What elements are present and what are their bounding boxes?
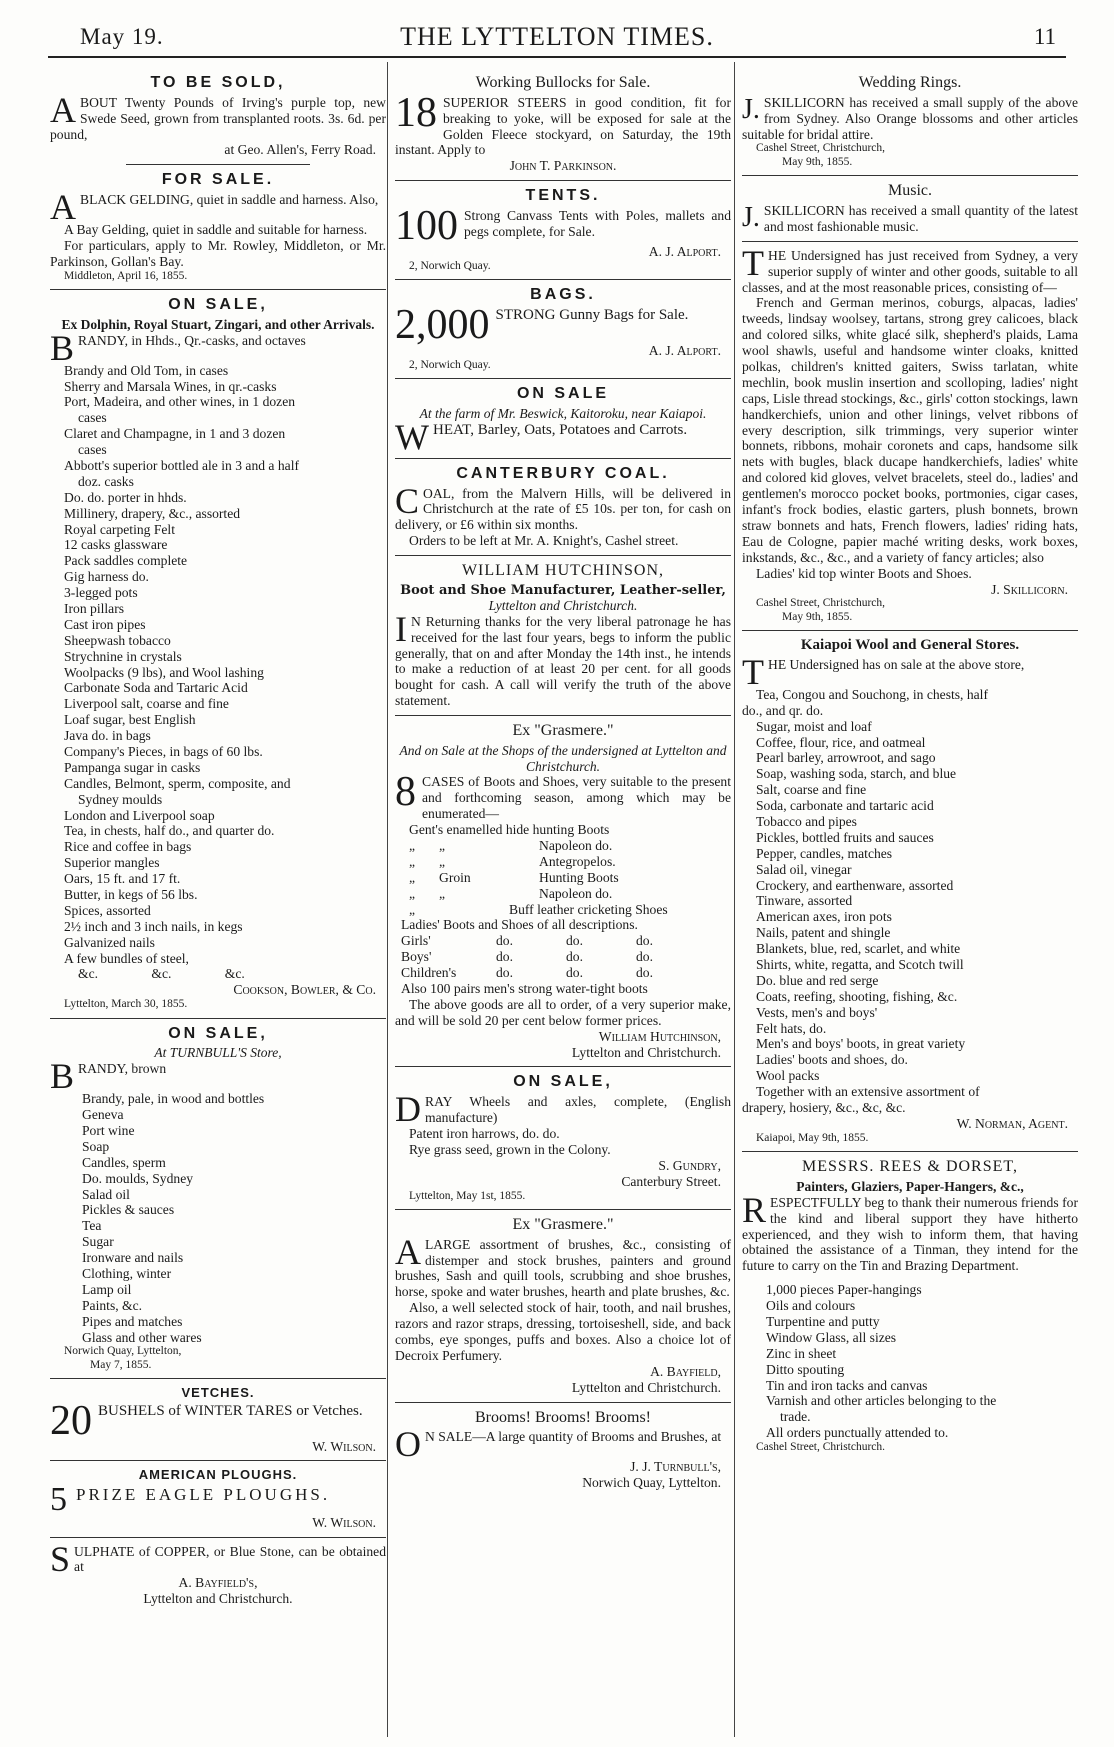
list-item: Salad oil, vinegar [756,861,852,877]
ad-body: RANDY, brown [78,1061,167,1077]
list-item: Sydney moulds [78,791,163,807]
ad-on-sale-cookson [50,296,386,1012]
divider [395,1066,731,1067]
list-item: Carbonate Soda and Tartaric Acid [64,680,248,696]
divider [395,378,731,379]
ad-address: 2, Norwich Quay. [409,358,491,371]
big-number: 20 [50,1397,92,1444]
divider [50,1378,386,1379]
list-item: Ladies' Boots and Shoes of all descriptions. [401,917,638,933]
ad-signature: S. Gundry, [658,1157,721,1173]
list-item: Pack saddles complete [64,553,188,569]
ad-heading: Music. [888,182,932,200]
list-item: Ditto spouting [766,1361,845,1377]
page-number: 11 [1033,24,1056,49]
list-item: Salt, coarse and fine [756,782,867,798]
drop-cap: T [742,242,764,283]
list-item: Window Glass, all sizes [766,1329,897,1345]
ad-body: The above goods are all to order, of a very superior make, and will be sold 20 per cent below former prices. [395,996,731,1028]
ad-signature: William Hutchinson, [598,1028,721,1044]
ad-wedding-rings [742,74,1078,169]
list-item: Soap [82,1138,110,1154]
list-item: Royal carpeting Felt [64,521,175,537]
list-item: 3-legged pots [64,585,138,601]
list-item: Brandy, pale, in wood and bottles [82,1091,265,1107]
drop-cap: A [50,89,76,130]
list-item: „ „ Antegropelos. [409,853,616,869]
ad-brooms [395,1409,731,1492]
list-item: Ladies' boots and shoes, do. [756,1052,908,1068]
column-3 [742,70,1078,1459]
ad-date: Norwich Quay, Lyttelton, [64,1345,182,1358]
ad-signature: J. Skillicorn. [991,581,1068,597]
ad-heading: CANTERBURY COAL. [456,464,670,482]
list-item: Zinc in sheet [766,1345,837,1361]
ad-heading: BAGS. [530,286,596,304]
divider [395,458,731,459]
masthead [48,20,1066,58]
list-item: Tea, in chests, half do., and quarter do. [64,823,275,839]
ad-body: Orders to be left at Mr. A. Knight's, Cashel street. [409,533,679,549]
list-item: &c. &c. &c. [78,966,245,982]
ad-heading: Brooms! Brooms! Brooms! [475,1408,651,1426]
list-item: Vests, men's and boys' [756,1004,878,1020]
ad-body: STRONG Gunny Bags for Sale. [495,306,689,323]
list-item: Glass and other wares [82,1329,202,1345]
ad-body: HE Undersigned has on sale at the above store, [768,656,1025,672]
list-item: Rice and coffee in bags [64,839,192,855]
list-item: „ Buff leather cricketing Shoes [409,901,668,917]
drop-cap: I [395,608,407,649]
drop-cap: A [50,187,76,227]
list-item: Sugar, moist and loaf [756,718,872,734]
ad-signature: A. Bayfield's, [178,1575,258,1591]
divider [50,1460,386,1461]
list-item: Do. do. porter in hhds. [64,489,187,505]
list-item: Pepper, candles, matches [756,845,893,861]
list-item: Spices, assorted [64,902,151,918]
ad-date: Cashel Street, Christchurch. [756,1441,886,1454]
list-item: Tea, Congou and Souchong, in chests, half [756,686,988,702]
divider [395,1402,731,1403]
ad-for-sale [50,171,386,283]
big-number: 100 [395,202,458,249]
drop-cap: B [50,1056,75,1097]
ad-heading: ON SALE, [168,296,268,314]
list-item: Port, Madeira, and other wines, in 1 dozen [64,394,296,410]
column-1 [50,70,386,1611]
divider [742,175,1078,176]
ad-body: SKILLICORN has received a small supply of the above from Sydney. Also Orange blossoms and other articles suitable for bridal attire. [742,94,1078,142]
list-item: Clothing, winter [82,1266,172,1281]
list-item: London and Liverpool soap [64,807,215,823]
list-item: Strychnine in crystals [64,648,182,664]
ad-body: CASES of Boots and Shoes, very suitable to the present and forthcoming season, among which may be enumerated— [422,774,731,822]
drop-cap: D [395,1089,421,1130]
ad-body: N Returning thanks for the very liberal patronage he has received for the last four years, begs to inform the public generally, that on and after Monday the 14th inst., he intends to make a reduction of at least 20 per cent. for all goods bought for cash. A call will verify the truth of the above statement. [395,613,731,709]
ad-subheading: At the farm of Mr. Beswick, Kaitoroku, near Kaiapoi. [419,406,707,422]
list-item: Do. blue and red serge [756,972,879,988]
ad-heading: ON SALE, [513,1073,613,1091]
divider [126,164,311,165]
ad-body: BLACK GELDING, quiet in saddle and harness. Also, [80,192,379,207]
list-item: Liverpool salt, coarse and fine [64,696,229,712]
ad-vetches [50,1385,386,1454]
ad-subheading: Boot and Shoe Manufacturer, Leather-seller, [400,582,726,598]
ad-bags [395,286,731,372]
ad-signature: J. J. Turnbull's, [630,1459,721,1475]
ad-subheading: And on Sale at the Shops of the undersigned at Lyttelton and Christchurch. [399,742,727,774]
divider [50,1018,386,1019]
drop-cap: T [742,651,764,692]
list-item: Cast iron pipes [64,616,146,632]
big-number: 2,000 [395,301,490,348]
ad-heading: WILLIAM HUTCHINSON, [461,562,665,580]
ad-body: Strong Canvass Tents with Poles, mallets and pegs complete, for Sale. [464,207,731,239]
list-item: Abbott's superior bottled ale in 3 and a half [64,457,299,473]
list-item: Do. moulds, Sydney [82,1170,194,1186]
list-item: „ „ Napoleon do. [409,885,613,901]
ad-date: May 7, 1855. [90,1358,152,1371]
ad-signature: A. J. Alport. [648,342,721,358]
item-list [742,687,1078,1116]
list-item: 1,000 pieces Paper-hangings [766,1282,922,1298]
ad-signature: at Geo. Allen's, Ferry Road. [224,142,376,158]
list-item: Tin and iron tacks and canvas [766,1377,928,1393]
ad-subheading: At TURNBULL'S Store, [154,1045,282,1061]
list-item: A few bundles of steel, [64,950,189,966]
drop-cap: J. [742,202,760,234]
ad-signature: A. J. Alport. [648,243,721,259]
list-item: Wool packs [756,1068,820,1084]
list-item: Java do. in bags [64,728,151,744]
divider [395,279,731,280]
list-item: Ironware and nails [82,1250,184,1266]
ad-body: SKILLICORN has received a small quantity of the latest and most fashionable music. [763,203,1078,234]
list-item: Shirts, white, regatta, and Scotch twill [756,956,964,972]
drop-cap: S [50,1538,71,1579]
ad-hutchinson [395,562,731,709]
drop-cap: O [395,1424,421,1465]
ad-subheading: Painters, Glaziers, Paper-Hangers, &c., [796,1178,1024,1194]
list-item: Port wine [82,1122,135,1138]
ad-heading: TO BE SOLD, [150,74,286,91]
list-item: Gent's enamelled hide hunting Boots [409,822,610,838]
drop-cap: R [742,1189,767,1230]
list-item: Patent iron harrows, do. do. [409,1125,560,1141]
ad-heading: ON SALE [516,385,610,403]
ad-coal [395,465,731,549]
column-2 [395,70,731,1495]
list-item: Blankets, blue, red, scarlet, and white [756,941,961,957]
ad-body: LARGE assortment of brushes, &c., consisting of distemper and stock brushes, painters and ground brushes, Sash and quill tools, scrubbing and shoe brushes, horse, spoke and water brushes, hearth and plate brushes, &c. [395,1236,731,1300]
list-item: Pampanga sugar in casks [64,759,201,775]
ad-tents [395,187,731,273]
list-item: Tobacco and pipes [756,813,857,829]
ad-heading: TENTS. [525,187,601,205]
list-item: Nails, patent and shingle [756,925,891,941]
ad-date: Kaiapoi, May 9th, 1855. [756,1131,869,1144]
list-item: Salad oil [82,1186,130,1202]
divider [742,1151,1078,1152]
boots-list [395,838,731,917]
ad-ploughs [50,1467,386,1530]
divider [395,1209,731,1210]
list-item: American axes, iron pots [756,909,892,925]
ad-address: 2, Norwich Quay. [409,259,491,272]
list-item: Coffee, flour, rice, and oatmeal [756,734,926,750]
divider [742,241,1078,242]
list-item: cases [78,442,107,458]
list-item: Tinware, assorted [756,893,853,909]
ad-heading: Ex "Grasmere." [512,722,614,740]
ad-body: OAL, from the Malvern Hills, will be delivered in Christchurch at the rate of £5 10s. per ton, for cash on delivery, or £6 within six months. [395,485,731,533]
ad-signature: John T. Parkinson. [509,158,617,174]
list-item: Candles, sperm [82,1154,166,1170]
list-item: Gig harness do. [64,569,149,585]
list-item: Oils and colours [766,1298,856,1314]
list-item: All orders punctually attended to. [766,1425,949,1441]
ad-skillicorn-goods [742,242,1078,625]
list-item: Tea [82,1218,102,1234]
list-item: Turpentine and putty [766,1313,880,1329]
list-item: Woolpacks (9 lbs), and Wool lashing [64,664,264,680]
list-item: drapery, hosiery, &c., &c, &c. [742,1100,906,1115]
list-item: Coats, reefing, shooting, fishing, &c. [756,988,958,1004]
ad-heading: Wedding Rings. [858,74,962,91]
ad-place: Lyttelton and Christchurch. [488,598,638,613]
ad-body: ESPECTFULLY beg to thank their numerous friends for the kind and liberal support they have hitherto experienced, and they wish to inform them, that having obtained the assistance of a Tinman, they intend for the future to carry on the Tin and Brazing Department. [742,1194,1078,1274]
ad-body: Ladies' kid top winter Boots and Shoes. [756,565,972,581]
ad-body: HE Undersigned has just received from Sydney, a very superior supply of winter and other goods, suitable to all classes, and at the most reasonable prices, consisting of— [742,247,1078,295]
list-item: Pickles & sauces [82,1202,175,1218]
ad-to-be-sold [50,74,386,158]
list-item: Pickles, bottled fruits and sauces [756,829,934,845]
divider [395,180,731,181]
ad-body: Also, a well selected stock of hair, tooth, and nail brushes, razors and razor straps, dressing, tortoiseshell, side, and back combs, eye sponges, puffs and boxes. Also a choice lot of Decroix Perfumery. [395,1300,731,1363]
list-item: Pipes and matches [82,1313,183,1329]
item-list [742,1282,1078,1441]
list-item: Millinery, drapery, &c., assorted [64,505,241,521]
ad-signature: Lyttelton and Christchurch. [571,1044,721,1060]
list-item: Oars, 15 ft. and 17 ft. [64,871,181,887]
item-list [50,363,386,983]
divider [50,289,386,290]
ad-body: RAY Wheels and axles, complete, (English manufacture) [425,1094,731,1126]
ad-bullocks [395,74,731,174]
list-item: Soap, washing soda, starch, and blue [756,766,957,782]
ad-date: Cashel Street, Christchurch, [756,142,886,155]
ad-body: BUSHELS of WINTER TARES or Vetches. [98,1402,363,1419]
list-item: do., and qr. do. [742,702,824,718]
list-item: Claret and Champagne, in 1 and 3 dozen [64,426,286,442]
ad-date: May 9th, 1855. [782,155,853,168]
ad-date: May 9th, 1855. [782,610,853,623]
list-item: Candles, Belmont, sperm, composite, and [64,775,291,791]
list-item: doz. casks [78,473,134,489]
list-item: Superior mangles [64,855,160,871]
ad-body: N SALE—A large quantity of Brooms and Brushes, at [425,1429,722,1445]
ad-heading: Kaiapoi Wool and General Stores. [800,637,1020,654]
size-table: Girls' do. do. do. Boys' do. do. do. Children's do. do. do. [401,933,653,981]
ad-rees-dorset [742,1158,1078,1454]
list-item: Also 100 pairs men's strong water-tight boots [401,980,648,996]
drop-cap: C [395,480,420,521]
list-item: Sugar [82,1234,114,1250]
list-item: „ „ Napoleon do. [409,837,613,853]
ad-signature: Lyttelton and Christchurch. [571,1379,721,1395]
divider [50,1537,386,1538]
big-number: 5 [50,1480,70,1518]
drop-cap: A [395,1231,421,1272]
ad-dray [395,1073,731,1203]
ad-heading: ON SALE, [168,1024,268,1042]
ad-body: BOUT Twenty Pounds of Irving's purple top, new Swede Seed, grown from transplanted roots. 3s. 6d. per pound, [50,94,386,142]
ad-heading: MESSRS. REES & DORSET, [802,1158,1018,1176]
ad-signature: W. Wilson. [312,1438,376,1454]
ad-grasmere-boots [395,722,731,1060]
ad-signature: Norwich Quay, Lyttelton. [582,1475,721,1491]
list-item: „ Groin Hunting Boots [409,869,619,885]
ad-heading: AMERICAN PLOUGHS. [138,1467,298,1483]
ad-date: Cashel Street, Christchurch, [756,597,886,610]
list-item: Brandy and Old Tom, in cases [64,362,229,378]
ad-date: Lyttelton, March 30, 1855. [64,998,188,1011]
item-list [50,1091,386,1345]
list-item: Rye grass seed, grown in the Colony. [409,1141,611,1157]
drop-cap: J. [742,93,760,125]
masthead-date: May 19. [80,24,164,49]
list-item: Iron pillars [64,600,125,616]
masthead-title: THE LYTTELTON TIMES. [400,22,714,51]
list-item: Sherry and Marsala Wines, in qr.-casks [64,378,277,394]
ad-wheat [395,385,731,457]
ad-body: SUPERIOR STEERS in good condition, fit for breaking to yoke, will be exposed for sale at the Golden Fleece stockyard, on Saturday, the 19th instant. Apply to [395,94,731,158]
drop-cap: W [395,416,429,457]
list-item: Butter, in kegs of 56 lbs. [64,887,198,903]
list-item: Galvanized nails [64,934,155,950]
ad-heading: Working Bullocks for Sale. [475,74,651,91]
ad-heading: VETCHES. [181,1385,255,1401]
list-item: Lamp oil [82,1281,132,1297]
ad-body: ULPHATE of COPPER, or Blue Stone, can be obtained at [74,1543,386,1575]
list-item: Paints, &c. [82,1297,143,1313]
list-item: Felt hats, do. [756,1020,827,1036]
ad-music [742,182,1078,235]
list-item: Company's Pieces, in bags of 60 lbs. [64,744,263,759]
drop-cap: B [50,327,75,368]
list-item: Men's and boys' boots, in great variety [756,1036,966,1052]
ad-body: HEAT, Barley, Oats, Potatoes and Carrots. [432,421,688,438]
big-number: 18 [395,89,437,136]
ad-body: For particulars, apply to Mr. Rowley, Middleton, or Mr. Parkinson, Gollan's Bay. [50,237,386,269]
column-rule [387,62,388,1737]
divider [395,555,731,556]
ad-signature: W. Norman, Agent. [956,1115,1068,1131]
list-item: Soda, carbonate and tartaric acid [756,798,934,814]
ad-heading: Ex "Grasmere." [512,1215,614,1233]
ad-signature: Cookson, Bowler, & Co. [233,982,376,998]
list-item: Sheepwash tobacco [64,632,171,648]
ad-body: A Bay Gelding, quiet in saddle and suitable for harness. [64,222,368,237]
list-item: 12 casks glassware [64,537,168,553]
list-item: trade. [780,1409,811,1425]
list-item: Geneva [82,1107,124,1123]
divider [742,630,1078,631]
list-item: Crockery, and earthenware, assorted [756,877,954,893]
ad-date: Middleton, April 16, 1855. [64,269,188,282]
column-rule [734,62,735,1737]
ad-signature: Lyttelton and Christchurch. [143,1591,293,1607]
ad-subheading: Ex Dolphin, Royal Stuart, Zingari, and other Arrivals. [61,316,375,332]
ad-signature: A. Bayfield, [650,1363,721,1379]
list-item: cases [78,410,107,426]
big-number: 8 [395,769,416,816]
ad-body: French and German merinos, coburgs, alpacas, ladies' tweeds, lindsay woolsey, tartans, strong grey calicoes, black and colored silks, white glacé silk, shepherd's plaids, Lama wool shawls, useful and handsome winter cloaks, knitted polkas, children's knitted gaiters, Swiss tarlatan, white mechlin, book muslin insertion and scolloping, ladies' night caps, Lisle thread stockings, &c., girls' cotton stockings, lawn handkerchiefs, union and other linings, velvet ribbons of every description, silk trimmings, very superior winter bonnets, ribbons, mohair coronets and caps, handsome silk nets with bugles, black ducape handkerchiefs, ladies' white and colored kid gloves, velvet bracelets, steel do., ladies' and gentlemen's morocco pocket books, portmonies, cigar cases, infant's frock bodies, elastic garters, plush bonnets, brown straw bonnets and hats, French flowers, ladies' riding hats, Eau de Cologne, papier maché writing desks, work boxes, inkstands, &c., &c., and a variety of fancy articles; also [742,295,1078,565]
ad-on-sale-turnbull [50,1025,386,1373]
ad-grasmere-brushes [395,1216,731,1396]
list-item: Loaf sugar, best English [64,712,196,728]
ad-heading: FOR SALE. [161,171,275,189]
list-item: Pearl barley, arrowroot, and sago [756,750,936,766]
ad-signature: Canterbury Street. [621,1173,721,1189]
ad-kaiapoi-stores [742,637,1078,1145]
ad-body: RANDY, in Hhds., Qr.-casks, and octaves [78,332,306,348]
list-item: 2½ inch and 3 inch nails, in kegs [64,918,243,934]
ad-signature: W. Wilson. [312,1514,376,1530]
ad-date: Lyttelton, May 1st, 1855. [409,1189,526,1202]
list-item: Together with an extensive assortment of [756,1084,980,1100]
ad-body: PRIZE EAGLE PLOUGHS. [76,1484,331,1504]
list-item: Varnish and other articles belonging to the [766,1393,997,1409]
ad-copper [50,1538,386,1608]
divider [395,715,731,716]
